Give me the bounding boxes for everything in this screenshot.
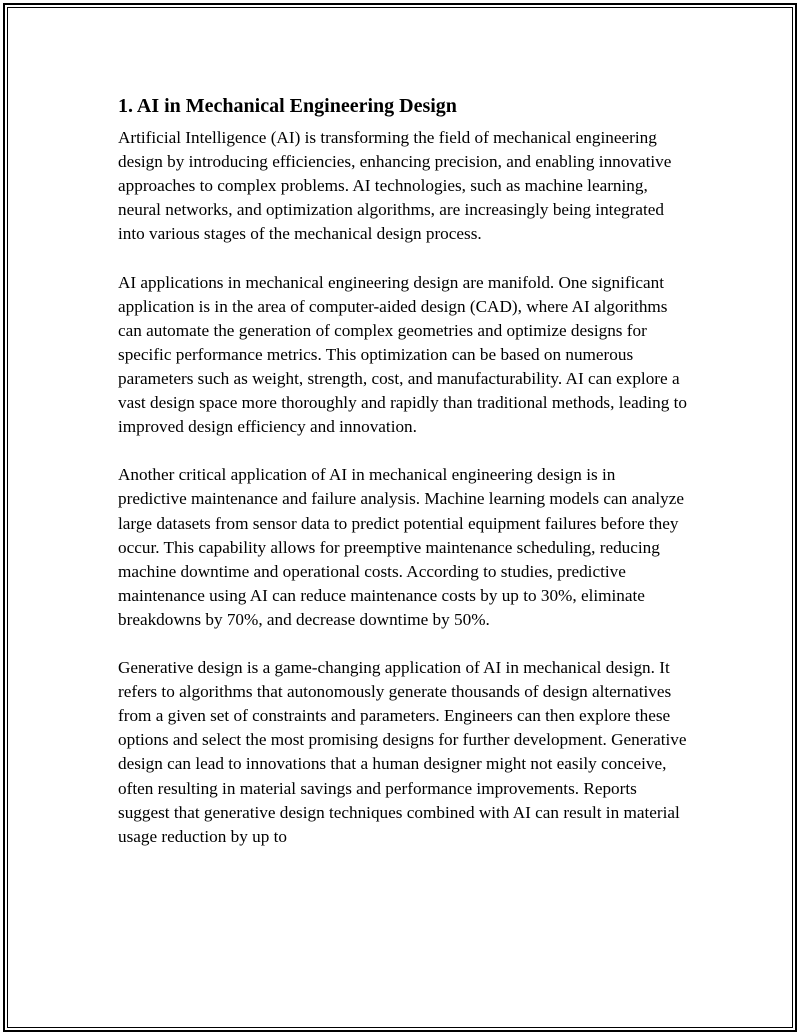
- paragraph-cad-applications: AI applications in mechanical engineering design are manifold. One significant application is in the area of computer-aided design (CAD), where AI algorithms can automate the generation of complex geometries and optimize designs for specific performance metrics. This optimization can be based on numerous parameters such as weight, strength, cost, and manufacturability. AI can explore a vast design space more thoroughly and rapidly than traditional methods, leading to improved design efficiency and innovation.: [118, 272, 687, 437]
- section-title: 1. AI in Mechanical Engineering Design: [118, 95, 457, 117]
- paragraph-predictive-maintenance: Another critical application of AI in mechanical engineering design is in predictive maintenance and failure analysis. Machine learning models can analyze large datasets from sensor data to predict potential equipment failures before they occur. This capability allows for preemptive maintenance scheduling, reducing machine downtime and operational costs. According to studies, predictive maintenance using AI can reduce maintenance costs by up to 30%, eliminate breakdowns by 70%, and decrease downtime by 50%.: [118, 465, 684, 629]
- paragraph-intro: Artificial Intelligence (AI) is transforming the field of mechanical engineering design by introducing efficiencies, enhancing precision, and enabling innovative approaches to complex problems. AI technologies, such as machine learning, neural networks, and optimization algorithms, are increasingly being integrated into various stages of the mechanical design process.: [118, 128, 672, 244]
- document-body: [118, 92, 688, 873]
- paragraph-generative-design: Generative design is a game-changing application of AI in mechanical design. It refers to algorithms that autonomously generate thousands of design alternatives from a given set of constraints and parameters. Engineers can then explore these options and select the most promising designs for further development. Generative design can lead to innovations that a human designer might not easily conceive, often resulting in material savings and performance improvements. Reports suggest that generative design techniques combined with AI can result in material usage reduction by up to: [118, 658, 687, 846]
